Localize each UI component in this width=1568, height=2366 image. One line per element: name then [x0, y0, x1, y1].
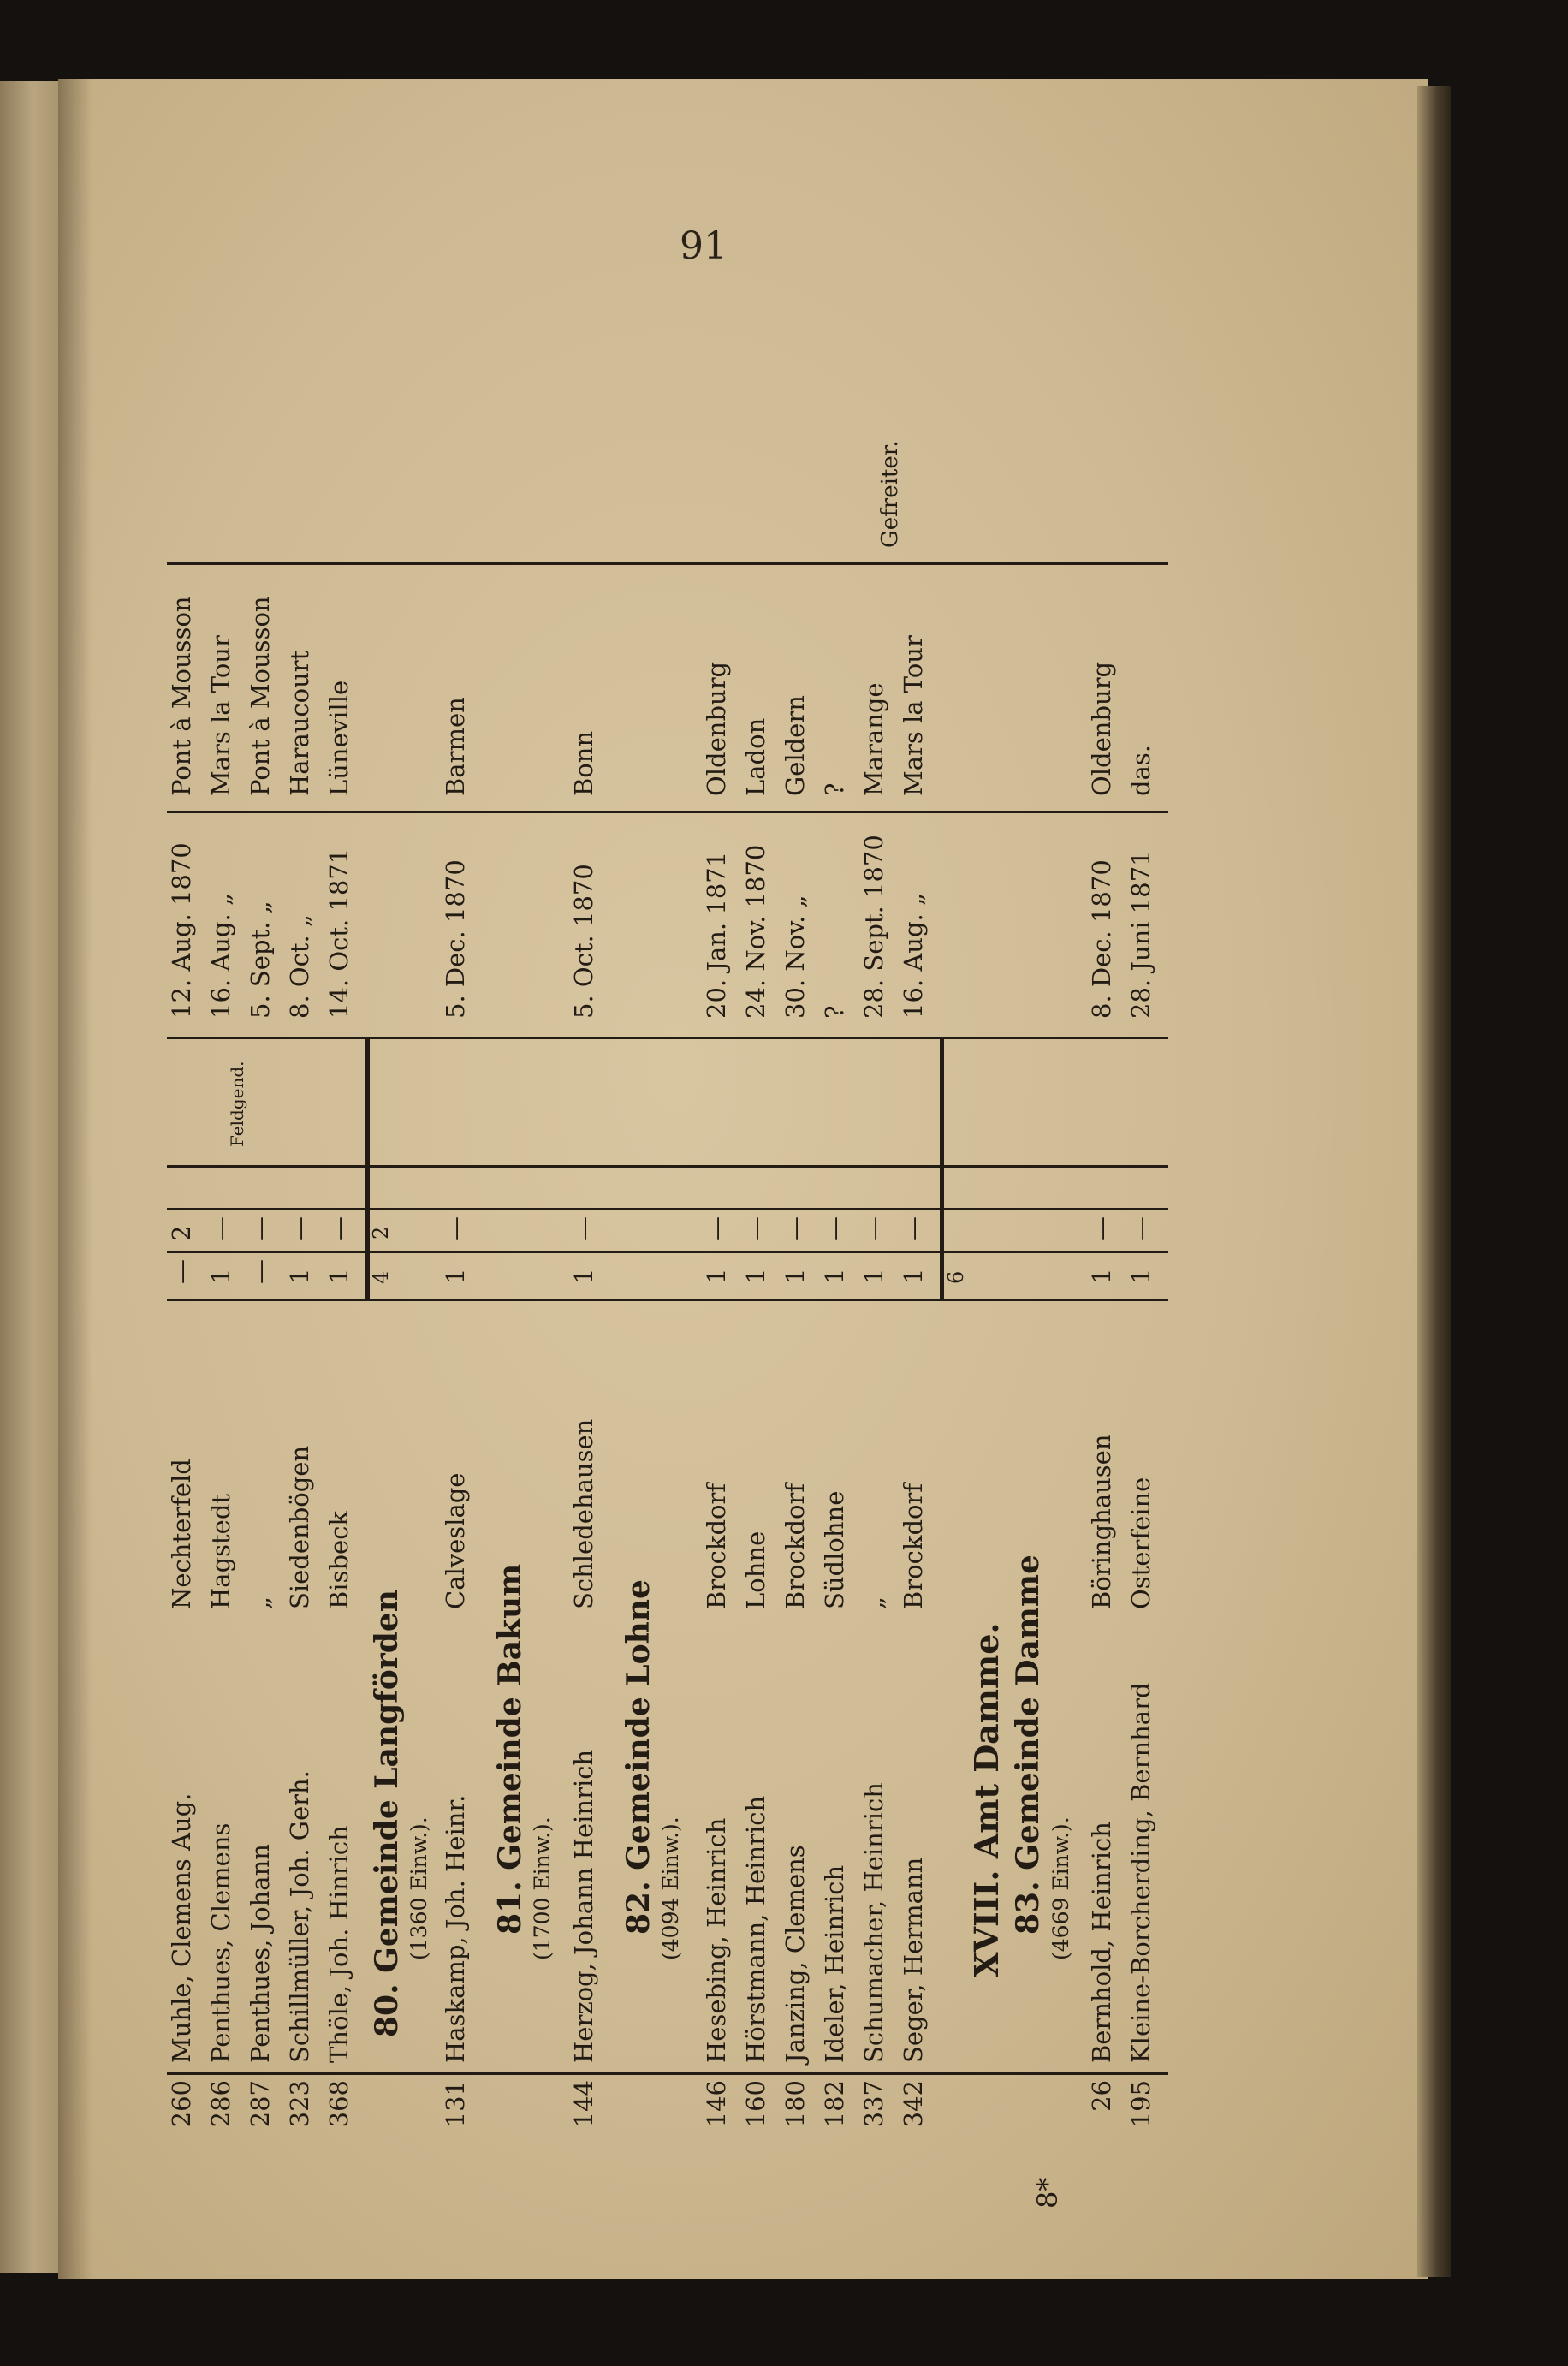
table-row: 368 Thöle, Joh. Hinrich Bisbeck 1 — 14. Oct. 1871 Lüneville — [324, 680, 353, 2128]
table-row: 26 Bernhold, Heinrich Böringhausen 1 — 8. Dec. 1870 Oldenburg — [1087, 661, 1116, 2112]
section-heading: 80. Gemeinde Langförden — [369, 1590, 405, 2037]
table-row: 337 Schumacher, Heinrich „ 1 — 28. Sept. 1870 Marange — [859, 682, 888, 2128]
page-right-edge — [1417, 86, 1451, 2277]
section-population: (1700 Einw.). — [530, 1816, 555, 1960]
table-row: 182 Ideler, Heinrich Südlohne 1 — ? ? — [820, 782, 849, 2128]
left-page-edge — [0, 81, 60, 2273]
page-number: 91 — [680, 224, 728, 268]
section-heading: 81. Gemeinde Bakum — [492, 1563, 528, 1935]
table-row: 342 Seger, Hermann Brockdorf 1 — 16. Aug. „ Mars la Tour — [899, 635, 928, 2128]
table-row: 146 Hesebing, Heinrich Brockdorf 1 — 20. Jan. 1871 Oldenburg — [702, 661, 731, 2128]
feldgend-label: Feldgend. — [227, 1061, 247, 1147]
rotated-register-table — [167, 440, 1194, 2208]
section-heading: 83. Gemeinde Damme — [1010, 1555, 1046, 1935]
gutter-shadow — [58, 79, 92, 2279]
gefreiter-label: Gefreiter. — [877, 440, 903, 548]
section-heading: XVIII. Amt Damme. — [967, 1622, 1006, 1977]
section-heading: 82. Gemeinde Lohne — [621, 1579, 656, 1935]
table-row: 131 Haskamp, Joh. Heinr. Calveslage 1 — 5. Dec. 1870 Barmen — [441, 697, 470, 2128]
table-row: 260 Muhle, Clemens Aug. Nechterfeld — 2 12. Aug. 1870 Pont à Mousson — [167, 596, 196, 2128]
table-row: 287 Penthues, Johann „ — — 5. Sept. „ Pont à Mousson — [246, 596, 275, 2128]
section-population: (1360 Einw.). — [407, 1816, 431, 1960]
table-row: 286 Penthues, Clemens Hagstedt 1 — 16. Aug. „ Mars la Tour — [206, 635, 235, 2128]
table-row: 323 Schillmüller, Joh. Gerh. Siedenbögen 1 — 8. Oct. „ Haraucourt — [285, 650, 314, 2128]
sum-row: 6 — [944, 1270, 968, 1284]
table-row: 180 Janzing, Clemens Brockdorf 1 — 30. Nov. „ Geldern — [781, 695, 810, 2128]
table-row: 195 Kleine-Borcherding, Bernhard Osterfeine 1 — 28. Juni 1871 das. — [1126, 745, 1155, 2128]
sum-row: 4 2 — [369, 1226, 393, 1284]
table-row: 160 Hörstmann, Heinrich Lohne 1 — 24. Nov. 1870 Ladon — [741, 717, 770, 2128]
signature-mark: 8* — [1031, 2177, 1064, 2208]
section-population: (4669 Einw.). — [1048, 1816, 1073, 1960]
table-row: 144 Herzog, Johann Heinrich Schledehausen 1 — 5. Oct. 1870 Bonn — [569, 730, 598, 2128]
section-population: (4094 Einw.). — [658, 1816, 683, 1960]
